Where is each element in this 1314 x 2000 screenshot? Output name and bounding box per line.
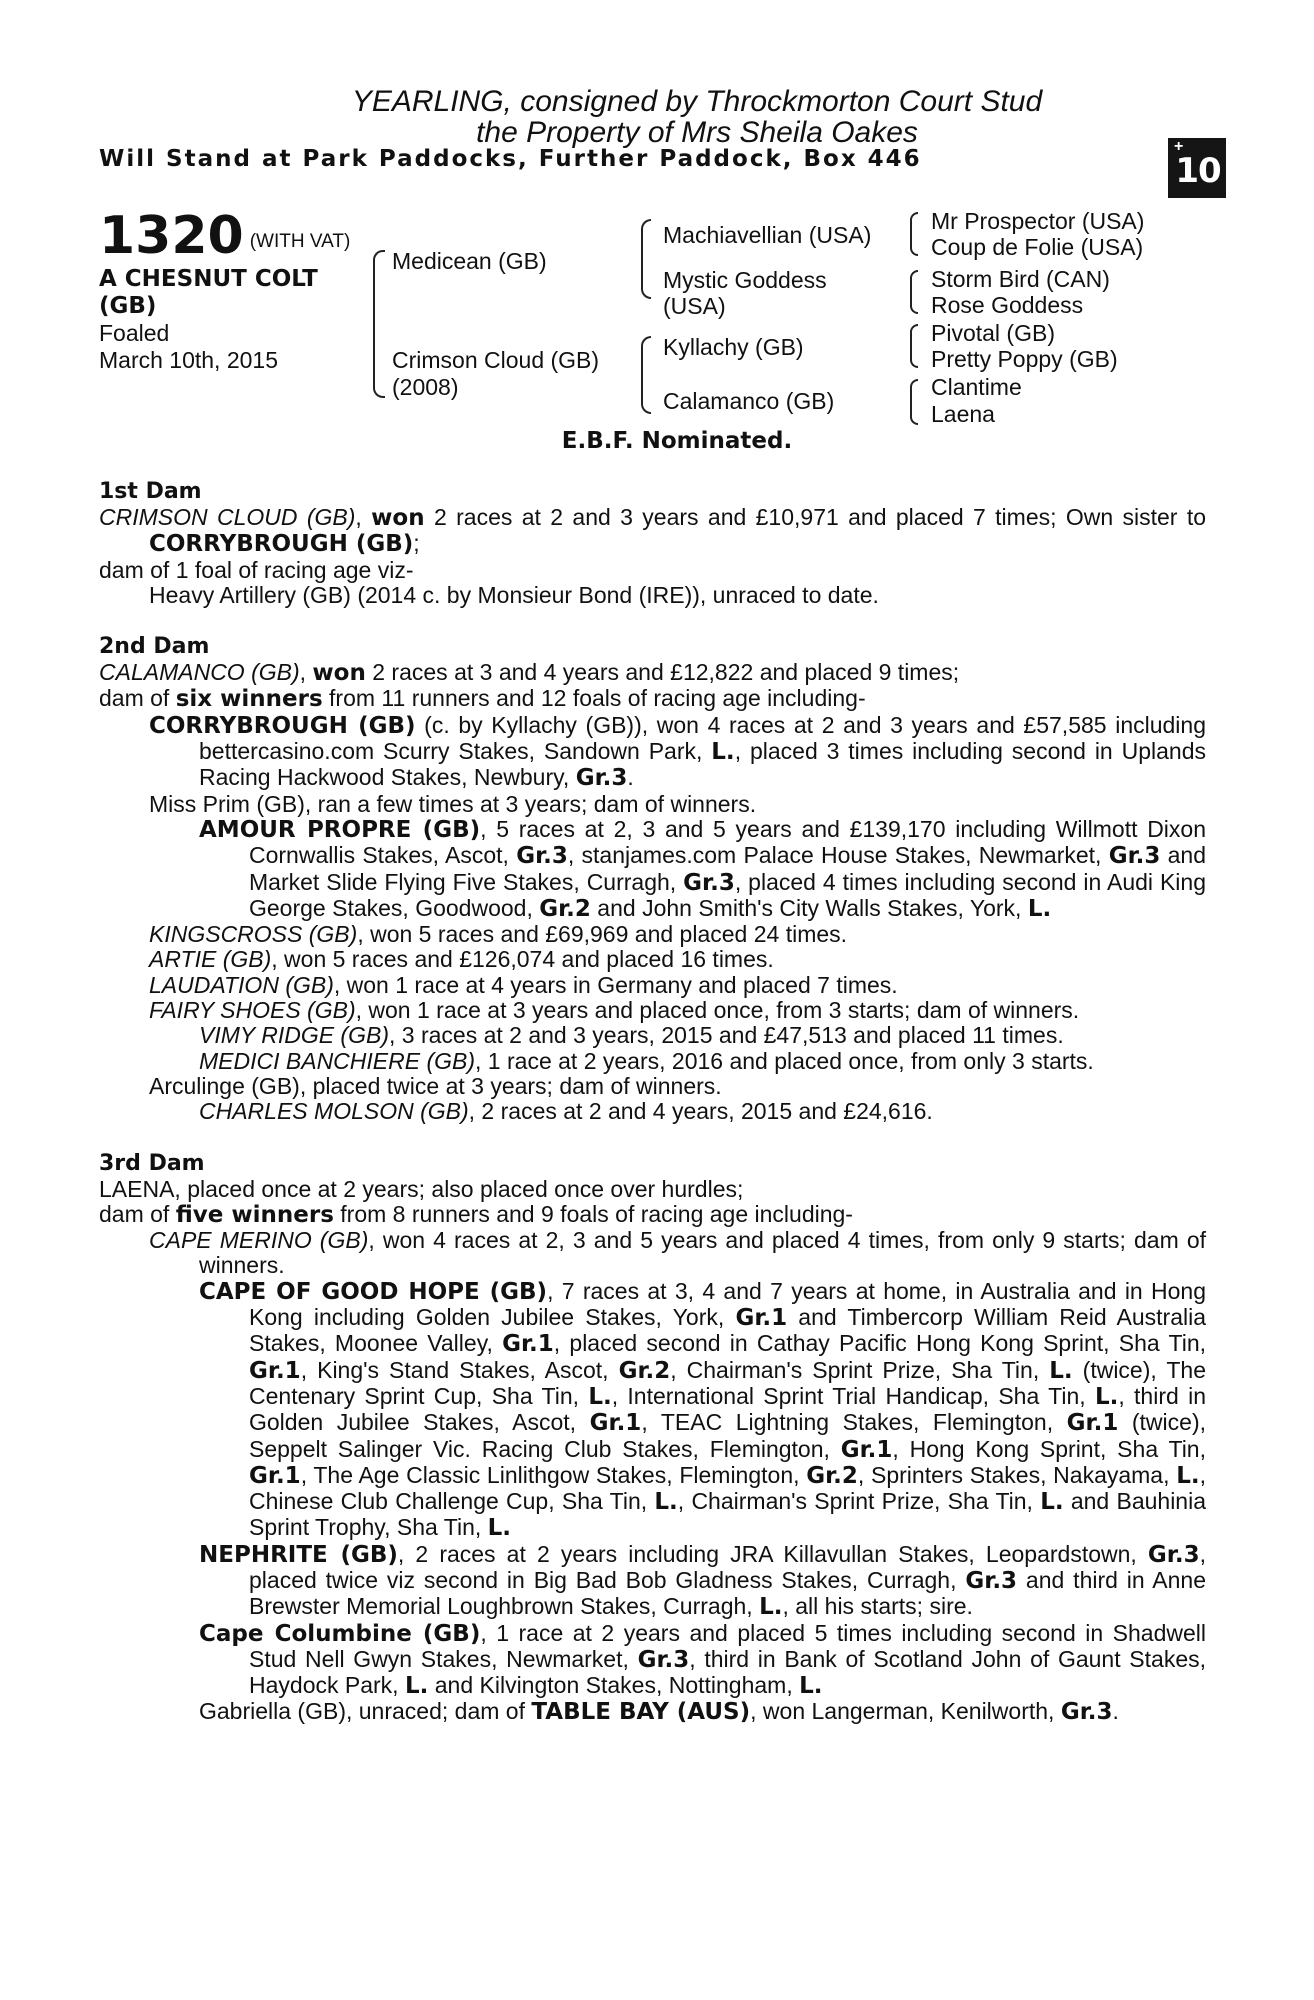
- lot-number: 1320: [99, 206, 244, 266]
- second-dam-heading: 2nd Dam: [99, 634, 210, 660]
- sire-sire-sire: Mr Prospector (USA): [931, 208, 1145, 234]
- sire-dam-dam: Rose Goddess: [931, 292, 1084, 318]
- progeny-entry: Heavy Artillery (GB) (2014 c. by Monsieur Bond (IRE)), unraced to date.: [149, 581, 879, 608]
- dam-year: (2008): [392, 374, 459, 400]
- dam-dam-sire: Clantime: [931, 374, 1022, 400]
- progeny-entry: Arculinge (GB), placed twice at 3 years; dam of winners.: [149, 1072, 722, 1099]
- progeny-entry: Cape Columbine (GB), 1 race at 2 years and placed 5 times including second in Shadwell Stud Nell Gwyn Stakes, Newmarket, Gr.3, third in Bank of Scotland John of Gaunt Stakes, Haydock Park, L. and Kilvington Stakes, Nottingham, L.: [199, 1619, 1206, 1700]
- sire-dam-sire: Storm Bird (CAN): [931, 266, 1110, 292]
- foaled-date: March 10th, 2015: [99, 347, 279, 373]
- sire-dam: Mystic Goddess: [663, 267, 827, 293]
- progeny-entry: Gabriella (GB), unraced; dam of TABLE BAY (AUS), won Langerman, Kenilworth, Gr.3.: [199, 1698, 1119, 1726]
- progeny-entry: KINGSCROSS (GB), won 5 races and £69,969 and placed 24 times.: [149, 921, 848, 948]
- progeny-entry: AMOUR PROPRE (GB), 5 races at 2, 3 and 5 years and £139,170 including Willmott Dixon Cornwallis Stakes, Ascot, Gr.3, stanjames.com Palace House Stakes, Newmarket, Gr.3 and Market Slide Flying Five Stakes, Curragh, Gr.3, placed 4 times including second in Audi King George Stakes, Goodwood, Gr.2 and John Smith's City Walls Stakes, York, L.: [199, 815, 1207, 922]
- progeny-entry: Miss Prim (GB), ran a few times at 3 years; dam of winners.: [149, 790, 757, 817]
- dam: Crimson Cloud (GB): [392, 347, 600, 373]
- badge-plus: +: [1174, 138, 1184, 155]
- won-label: won: [371, 505, 425, 531]
- pedigree-brace-3a: [910, 212, 918, 256]
- third-dam-record: LAENA, placed once at 2 years; also placed once over hurdles;: [99, 1175, 744, 1202]
- stand-location: Will Stand at Park Paddocks, Further Paddock, Box 446: [99, 146, 922, 172]
- pedigree-brace-sire: [641, 219, 651, 299]
- sire-sire: Machiavellian (USA): [663, 222, 872, 248]
- lot-number-block: [99, 206, 350, 266]
- winners-count: six winners: [175, 686, 323, 713]
- pedigree-brace-main: [373, 250, 385, 398]
- first-dam-foals: dam of 1 foal of racing age viz-: [99, 556, 414, 583]
- catalogue-body: [99, 478, 1206, 1726]
- third-dam-summary: dam of five winners from 8 runners and 9 foals of racing age including-: [99, 1200, 853, 1228]
- pedigree-brace-3d: [910, 379, 918, 425]
- first-dam-record: CRIMSON CLOUD (GB), won 2 races at 2 and 3 years and £10,971 and placed 7 times; Own sister to CORRYBROUGH (GB);: [99, 504, 1207, 558]
- won-label: won: [312, 660, 366, 687]
- progeny-entry: NEPHRITE (GB), 2 races at 2 years including JRA Killavullan Stakes, Leopardstown, Gr.3, placed twice viz second in Big Bad Bob Gladness Stakes, Curragh, Gr.3 and third in Anne Brewster Memorial Loughbrown Stakes, Curragh, L., all his starts; sire.: [199, 1540, 1207, 1621]
- second-dam-record: CALAMANCO (GB), won 2 races at 3 and 4 years and £12,822 and placed 9 times;: [99, 659, 960, 687]
- progeny-entry: ARTIE (GB), won 5 races and £126,074 and placed 16 times.: [149, 946, 774, 973]
- dam-name: CALAMANCO (GB): [99, 659, 300, 686]
- progeny-entry: CHARLES MOLSON (GB), 2 races at 2 and 4 years, 2015 and £24,616.: [199, 1098, 933, 1125]
- ebf-nominated: E.B.F. Nominated.: [561, 428, 793, 454]
- dam-name: CRIMSON CLOUD (GB): [99, 504, 356, 530]
- badge-number: 10: [1175, 151, 1221, 191]
- sister-name: CORRYBROUGH (GB): [149, 531, 414, 558]
- progeny-entry: VIMY RIDGE (GB), 3 races at 2 and 3 years, 2015 and £47,513 and placed 11 times.: [199, 1022, 1064, 1049]
- dam-sire-dam: Pretty Poppy (GB): [931, 346, 1118, 372]
- progeny-entry: MEDICI BANCHIERE (GB), 1 race at 2 years, 2016 and placed once, from only 3 starts.: [199, 1047, 1094, 1074]
- property-heading: the Property of Mrs Sheila Oakes: [476, 116, 918, 149]
- first-dam-heading: 1st Dam: [99, 479, 202, 504]
- lot-category-badge: [1168, 138, 1226, 198]
- winners-count: five winners: [175, 1201, 334, 1228]
- second-dam-summary: dam of six winners from 11 runners and 12 foals of racing age including-: [99, 685, 866, 713]
- lot-country: (GB): [99, 293, 157, 319]
- pedigree-brace-3c: [910, 324, 918, 368]
- dam-sire: Kyllachy (GB): [663, 334, 804, 360]
- progeny-entry: CAPE MERINO (GB), won 4 races at 2, 3 and 5 years and placed 4 times, from only 9 starts; dam of winners.: [149, 1227, 1206, 1279]
- foaled-label: Foaled: [99, 320, 170, 346]
- lot-description: A CHESNUT COLT: [99, 266, 318, 292]
- dam-sire-sire: Pivotal (GB): [931, 320, 1055, 346]
- progeny-entry: FAIRY SHOES (GB), won 1 race at 3 years and placed once, from 3 starts; dam of winners.: [149, 997, 1080, 1024]
- vat-note: (WITH VAT): [249, 231, 351, 252]
- sire: Medicean (GB): [392, 248, 547, 274]
- progeny-entry: CORRYBROUGH (GB) (c. by Kyllachy (GB)), won 4 races at 2 and 3 years and £57,585 including bettercasino.com Scurry Stakes, Sandown Park, L., placed 3 times including second in Uplands Racing Hackwood Stakes, Newbury, Gr.3.: [149, 711, 1206, 792]
- pedigree-brace-3b: [910, 270, 918, 314]
- progeny-entry: CAPE OF GOOD HOPE (GB), 7 races at 3, 4 and 7 years at home, in Australia and in Hong Kong including Golden Jubilee Stakes, York, Gr.1 and Timbercorp William Reid Australia Stakes, Moonee Valley, Gr.1, placed second in Cathay Pacific Hong Kong Sprint, Sha Tin, Gr.1, King's Stand Stakes, Ascot, Gr.2, Chairman's Sprint Prize, Sha Tin, L. (twice), The Centenary Sprint Cup, Sha Tin, L., International Sprint Trial Handicap, Sha Tin, L., third in Golden Jubilee Stakes, Ascot, Gr.1, TEAC Lightning Stakes, Flemington, Gr.1 (twice), Seppelt Salinger Vic. Racing Club Stakes, Flemington, Gr.1, Hong Kong Sprint, Sha Tin, Gr.1, The Age Classic Linlithgow Stakes, Flemington, Gr.2, Sprinters Stakes, Nakayama, L., Chinese Club Challenge Cup, Sha Tin, L., Chairman's Sprint Prize, Sha Tin, L. and Bauhinia Sprint Trophy, Sha Tin, L.: [199, 1277, 1207, 1542]
- consignment-heading: YEARLING, consigned by Throckmorton Court Stud: [351, 85, 1043, 118]
- sire-dam-country: (USA): [663, 293, 726, 319]
- dam-dam: Calamanco (GB): [663, 388, 835, 414]
- third-dam-heading: 3rd Dam: [99, 1150, 205, 1176]
- dam-dam-dam: Laena: [931, 401, 995, 427]
- sire-sire-dam: Coup de Folie (USA): [931, 234, 1144, 260]
- progeny-entry: LAUDATION (GB), won 1 race at 4 years in Germany and placed 7 times.: [149, 971, 898, 998]
- pedigree-brace-dam: [641, 336, 651, 414]
